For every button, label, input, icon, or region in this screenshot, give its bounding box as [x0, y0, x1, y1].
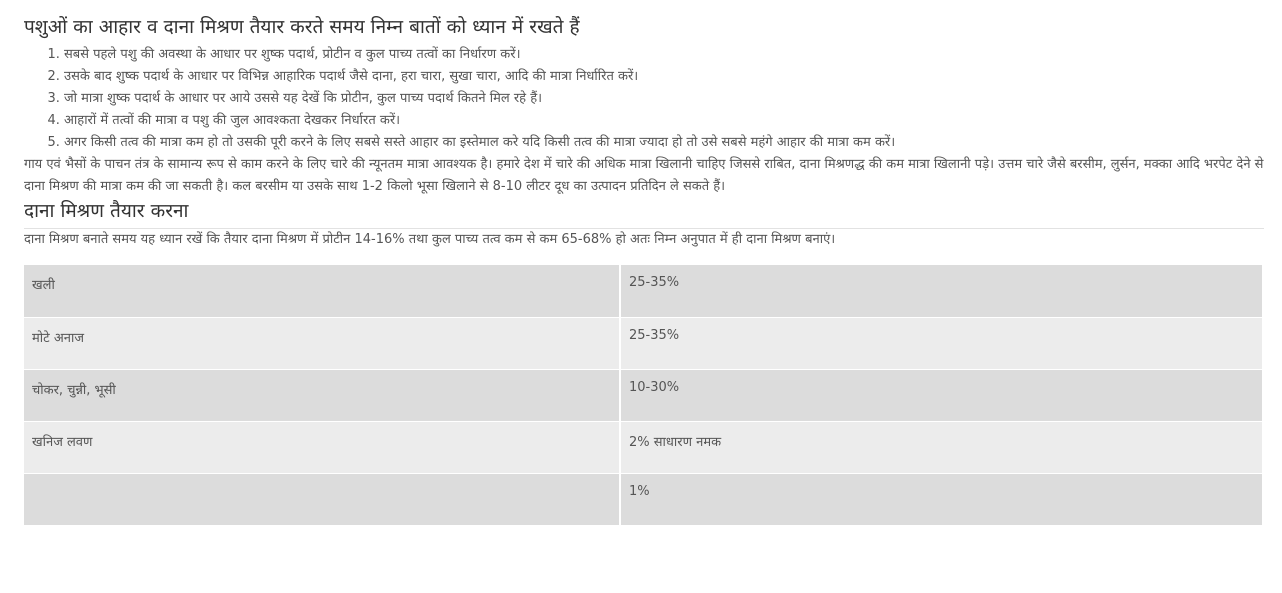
fodder-paragraph: गाय एवं भैसों के पाचन तंत्र के सामान्य रूप से काम करने के लिए चारे की न्यूनतम मात्रा आवश्यक है। हमारे देश में चारे की अधिक मात्रा खिलानी चाहिए जिससे राबित, दाना मिश्रणद्ध की कम मात्रा खिलानी पड़े। उत्तम चारे जैसे बरसीम, लुर्सन, मक्का आदि भरपेट देने से दाना मिश्रण की मात्रा कम की जा सकती है। कल बरसीम या उसके साथ 1-2 किलो भूसा खिलाने से 8-10 लीटर दूध का उत्पादन प्रतिदिन ले सकते हैं। [24, 157, 1264, 194]
ingredient-cell: चोकर, चुन्नी, भूसी [24, 369, 620, 421]
list-item: 5. अगर किसी तत्व की मात्रा कम हो तो उसकी पूरी करने के लिए सबसे सस्ते आहार का इस्तेमाल करे यदि किसी तत्व की मात्रा ज्यादा हो तो उसे सबसे महंगे आहार की मात्रा कम करें। [64, 132, 1264, 154]
ratio-cell: 10-30% [620, 369, 1263, 421]
list-item: 4. आहारों में तत्वों की मात्रा व पशु की जुल आवश्कता देखकर निर्धारत करें। [64, 110, 1264, 132]
list-item: 3. जो मात्रा शुष्क पदार्थ के आधार पर आये उससे यह देखें कि प्रोटीन, कुल पाच्य पदार्थ कितने मिल रहे हैं। [64, 88, 1264, 110]
ratio-cell: 25-35% [620, 317, 1263, 369]
ingredient-cell [24, 473, 620, 525]
table-row [24, 473, 1263, 525]
section-title-feeding-tips: पशुओं का आहार व दाना मिश्रण तैयार करते समय निम्न बातों को ध्यान में रखते हैं [24, 16, 580, 38]
table-row [24, 265, 1263, 317]
ingredient-cell: खली [24, 265, 620, 317]
ratio-cell: 2% साधारण नमक [620, 421, 1263, 473]
table-row [24, 421, 1263, 473]
ratio-cell: 1% [620, 473, 1263, 525]
mix-ratio-table [24, 265, 1264, 526]
list-item: 2. उसके बाद शुष्क पदार्थ के आधार पर विभिन्न आहारिक पदार्थ जैसे दाना, हरा चारा, सुखा चारा, आदि की मात्रा निर्धारित करें। [64, 66, 1264, 88]
ratio-cell: 25-35% [620, 265, 1263, 317]
table-row [24, 369, 1263, 421]
tips-list [24, 44, 1264, 154]
mix-intro-paragraph: दाना मिश्रण बनाते समय यह ध्यान रखें कि तैयार दाना मिश्रण में प्रोटीन 14-16% तथा कुल पाच्य तत्व कम से कम 65-68% हो अतः निम्न अनुपात में ही दाना मिश्रण बनाएं। [24, 232, 836, 247]
ingredient-cell: मोटे अनाज [24, 317, 620, 369]
ingredient-cell: खनिज लवण [24, 421, 620, 473]
list-item: 1. सबसे पहले पशु की अवस्था के आधार पर शुष्क पदार्थ, प्रोटीन व कुल पाच्य तत्वों का निर्धारण करें। [64, 44, 1264, 66]
section-title-concentrate-mix: दाना मिश्रण तैयार करना [24, 198, 1264, 229]
table-row [24, 317, 1263, 369]
